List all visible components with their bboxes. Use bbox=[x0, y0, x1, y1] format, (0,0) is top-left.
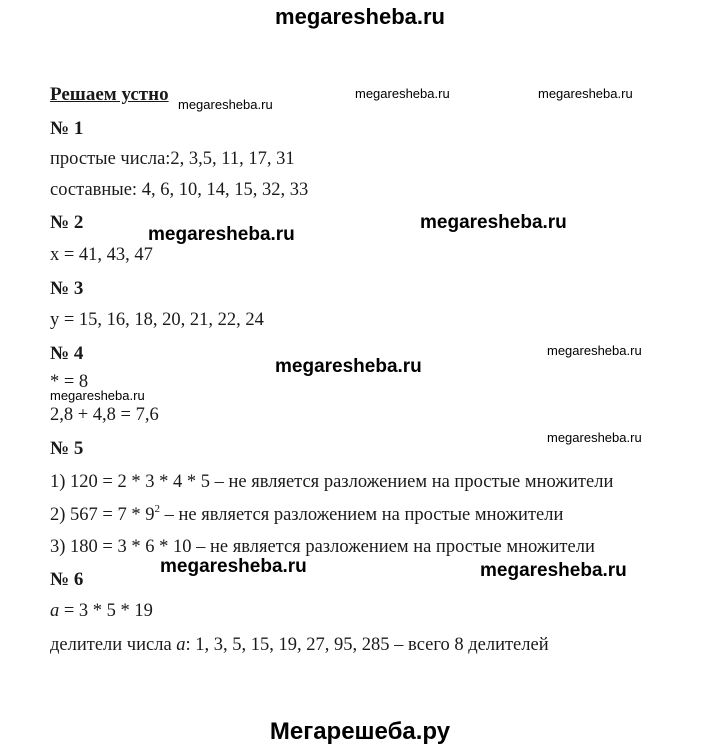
task-5-line-2-end: – не является разложением на простые множители bbox=[159, 505, 564, 525]
task-3-answer: y = 15, 16, 18, 20, 21, 22, 24 bbox=[50, 310, 264, 330]
task-1-composites: составные: 4, 6, 10, 14, 15, 32, 33 bbox=[50, 180, 309, 200]
task-3-number: № 3 bbox=[50, 278, 84, 299]
task-4-number: № 4 bbox=[50, 343, 84, 364]
task-6-divisors-end: : 1, 3, 5, 15, 19, 27, 95, 285 – всего 8 делителей bbox=[185, 635, 549, 655]
task-1-primes: простые числа:2, 3,5, 11, 17, 31 bbox=[50, 149, 295, 169]
task-5-number: № 5 bbox=[50, 438, 84, 459]
task-5-exponent: 2 bbox=[154, 503, 160, 515]
variable-a: a bbox=[176, 635, 186, 655]
task-5-line-2-start: 2) 567 = 7 * 9 bbox=[50, 505, 155, 525]
site-footer: Мегарешеба.ру bbox=[269, 718, 451, 745]
task-6-expression bbox=[50, 601, 153, 622]
task-1-number: № 1 bbox=[50, 118, 84, 139]
watermark: megaresheba.ru bbox=[148, 224, 295, 245]
task-4-sum: 2,8 + 4,8 = 7,6 bbox=[50, 405, 159, 425]
watermark: megaresheba.ru bbox=[178, 97, 273, 112]
watermark: megaresheba.ru bbox=[50, 388, 145, 403]
section-title: Решаем устно bbox=[50, 84, 169, 105]
task-6-number: № 6 bbox=[50, 569, 84, 590]
task-6-divisors-start: делители числа bbox=[50, 635, 177, 655]
site-header: megaresheba.ru bbox=[275, 4, 445, 29]
task-5-line-3: 3) 180 = 3 * 6 * 10 – не является разложением на простые множители bbox=[50, 537, 595, 557]
watermark: megaresheba.ru bbox=[275, 356, 422, 377]
task-2-answer: x = 41, 43, 47 bbox=[50, 245, 153, 265]
watermark: megaresheba.ru bbox=[355, 86, 450, 101]
watermark: megaresheba.ru bbox=[547, 343, 642, 358]
task-4-star: * = 8 bbox=[50, 372, 89, 392]
task-5-line-1: 1) 120 = 2 * 3 * 4 * 5 – не является разложением на простые множители bbox=[50, 472, 614, 492]
task-6-expression-rest: = 3 * 5 * 19 bbox=[59, 601, 153, 621]
variable-a: a bbox=[50, 601, 60, 621]
task-5-line-2 bbox=[50, 505, 563, 526]
watermark: megaresheba.ru bbox=[538, 86, 633, 101]
task-2-number: № 2 bbox=[50, 212, 84, 233]
watermark: megaresheba.ru bbox=[420, 212, 567, 233]
watermark: megaresheba.ru bbox=[480, 560, 627, 581]
watermark: megaresheba.ru bbox=[160, 556, 307, 577]
task-6-divisors bbox=[50, 635, 549, 656]
watermark: megaresheba.ru bbox=[547, 430, 642, 445]
